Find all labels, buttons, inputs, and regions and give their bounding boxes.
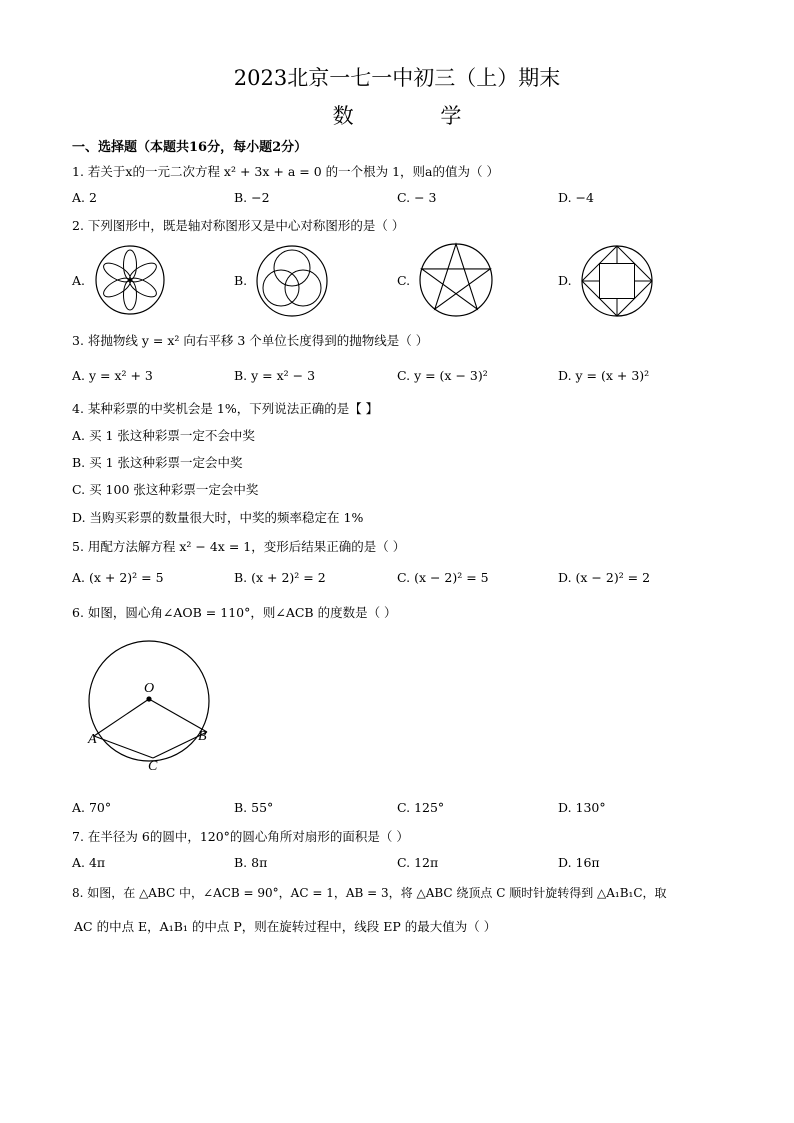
question-4-stem: 4. 某种彩票的中奖机会是 1%，下列说法正确的是【 】 — [72, 401, 379, 416]
point-o-label: O — [144, 681, 155, 696]
three-circles-figure — [254, 244, 330, 318]
question-3-option-c: C. y = (x − 3)² — [397, 368, 488, 383]
point-c-label: C — [148, 759, 158, 774]
question-6-option-d: D. 130° — [558, 800, 606, 815]
point-b-label: B — [198, 729, 207, 744]
question-6-option-a: A. 70° — [72, 800, 112, 815]
star-figure — [418, 242, 494, 318]
question-1-option-b: B. −2 — [234, 190, 270, 205]
question-3-stem: 3. 将抛物线 y = x² 向右平移 3 个单位长度得到的抛物线是（ ） — [72, 333, 429, 348]
flower-figure — [94, 244, 166, 316]
subject-title: 数 学 — [332, 104, 502, 128]
question-5-option-c: C. (x − 2)² = 5 — [397, 570, 489, 585]
exam-title: 2023北京一七一中初三（上）期末 — [233, 66, 561, 90]
question-5-option-a: A. (x + 2)² = 5 — [72, 570, 164, 585]
question-1-option-d: D. −4 — [558, 190, 594, 205]
question-7-option-c: C. 12π — [397, 855, 439, 870]
question-3-option-b: B. y = x² − 3 — [234, 368, 316, 383]
question-2-option-b: B. — [234, 273, 248, 288]
question-7-stem: 7. 在半径为 6的圆中，120°的圆心角所对扇形的面积是（ ） — [72, 829, 409, 844]
point-a-label: A — [88, 732, 97, 747]
question-6-option-b: B. 55° — [234, 800, 274, 815]
question-8-stem-line-1: 8. 如图，在 △ABC 中，∠ACB = 90°，AC = 1，AB = 3，将 △ABC 绕顶点 C 顺时针旋转得到 △A₁B₁C，取 — [72, 886, 667, 900]
question-5-option-d: D. (x − 2)² = 2 — [558, 570, 651, 585]
question-4-option-d: D. 当购买彩票的数量很大时，中奖的频率稳定在 1% — [72, 510, 364, 525]
question-2-option-a: A. — [72, 273, 86, 288]
square-pinwheel-figure — [580, 244, 654, 318]
question-2-option-c: C. — [397, 273, 411, 288]
question-3-option-a: A. y = x² + 3 — [72, 368, 153, 383]
question-2-option-d: D. — [558, 273, 572, 288]
question-7-option-b: B. 8π — [234, 855, 268, 870]
question-5-stem: 5. 用配方法解方程 x² − 4x = 1，变形后结果正确的是（ ） — [72, 539, 406, 554]
question-5-option-b: B. (x + 2)² = 2 — [234, 570, 326, 585]
question-1-option-a: A. 2 — [72, 190, 97, 205]
question-4-option-c: C. 买 100 张这种彩票一定会中奖 — [72, 482, 259, 497]
question-1-option-c: C. − 3 — [397, 190, 437, 205]
question-2-stem: 2. 下列图形中，既是轴对称图形又是中心对称图形的是（ ） — [72, 218, 405, 233]
question-3-option-d: D. y = (x + 3)² — [558, 368, 650, 383]
question-8-stem-line-2: AC 的中点 E，A₁B₁ 的中点 P，则在旋转过程中，线段 EP 的最大值为（ ） — [74, 919, 497, 934]
question-1-stem: 1. 若关于x的一元二次方程 x² + 3x + a = 0 的一个根为 1，则a的值为（ ） — [72, 164, 499, 179]
question-6-stem: 6. 如图，圆心角∠AOB = 110°，则∠ACB 的度数是（ ） — [72, 605, 397, 620]
question-6-option-c: C. 125° — [397, 800, 445, 815]
section-heading: 一、选择题（本题共16分，每小题2分） — [72, 140, 308, 155]
question-4-option-a: A. 买 1 张这种彩票一定不会中奖 — [72, 428, 255, 443]
question-7-option-d: D. 16π — [558, 855, 600, 870]
question-7-option-a: A. 4π — [72, 855, 106, 870]
question-4-option-b: B. 买 1 张这种彩票一定会中奖 — [72, 455, 243, 470]
